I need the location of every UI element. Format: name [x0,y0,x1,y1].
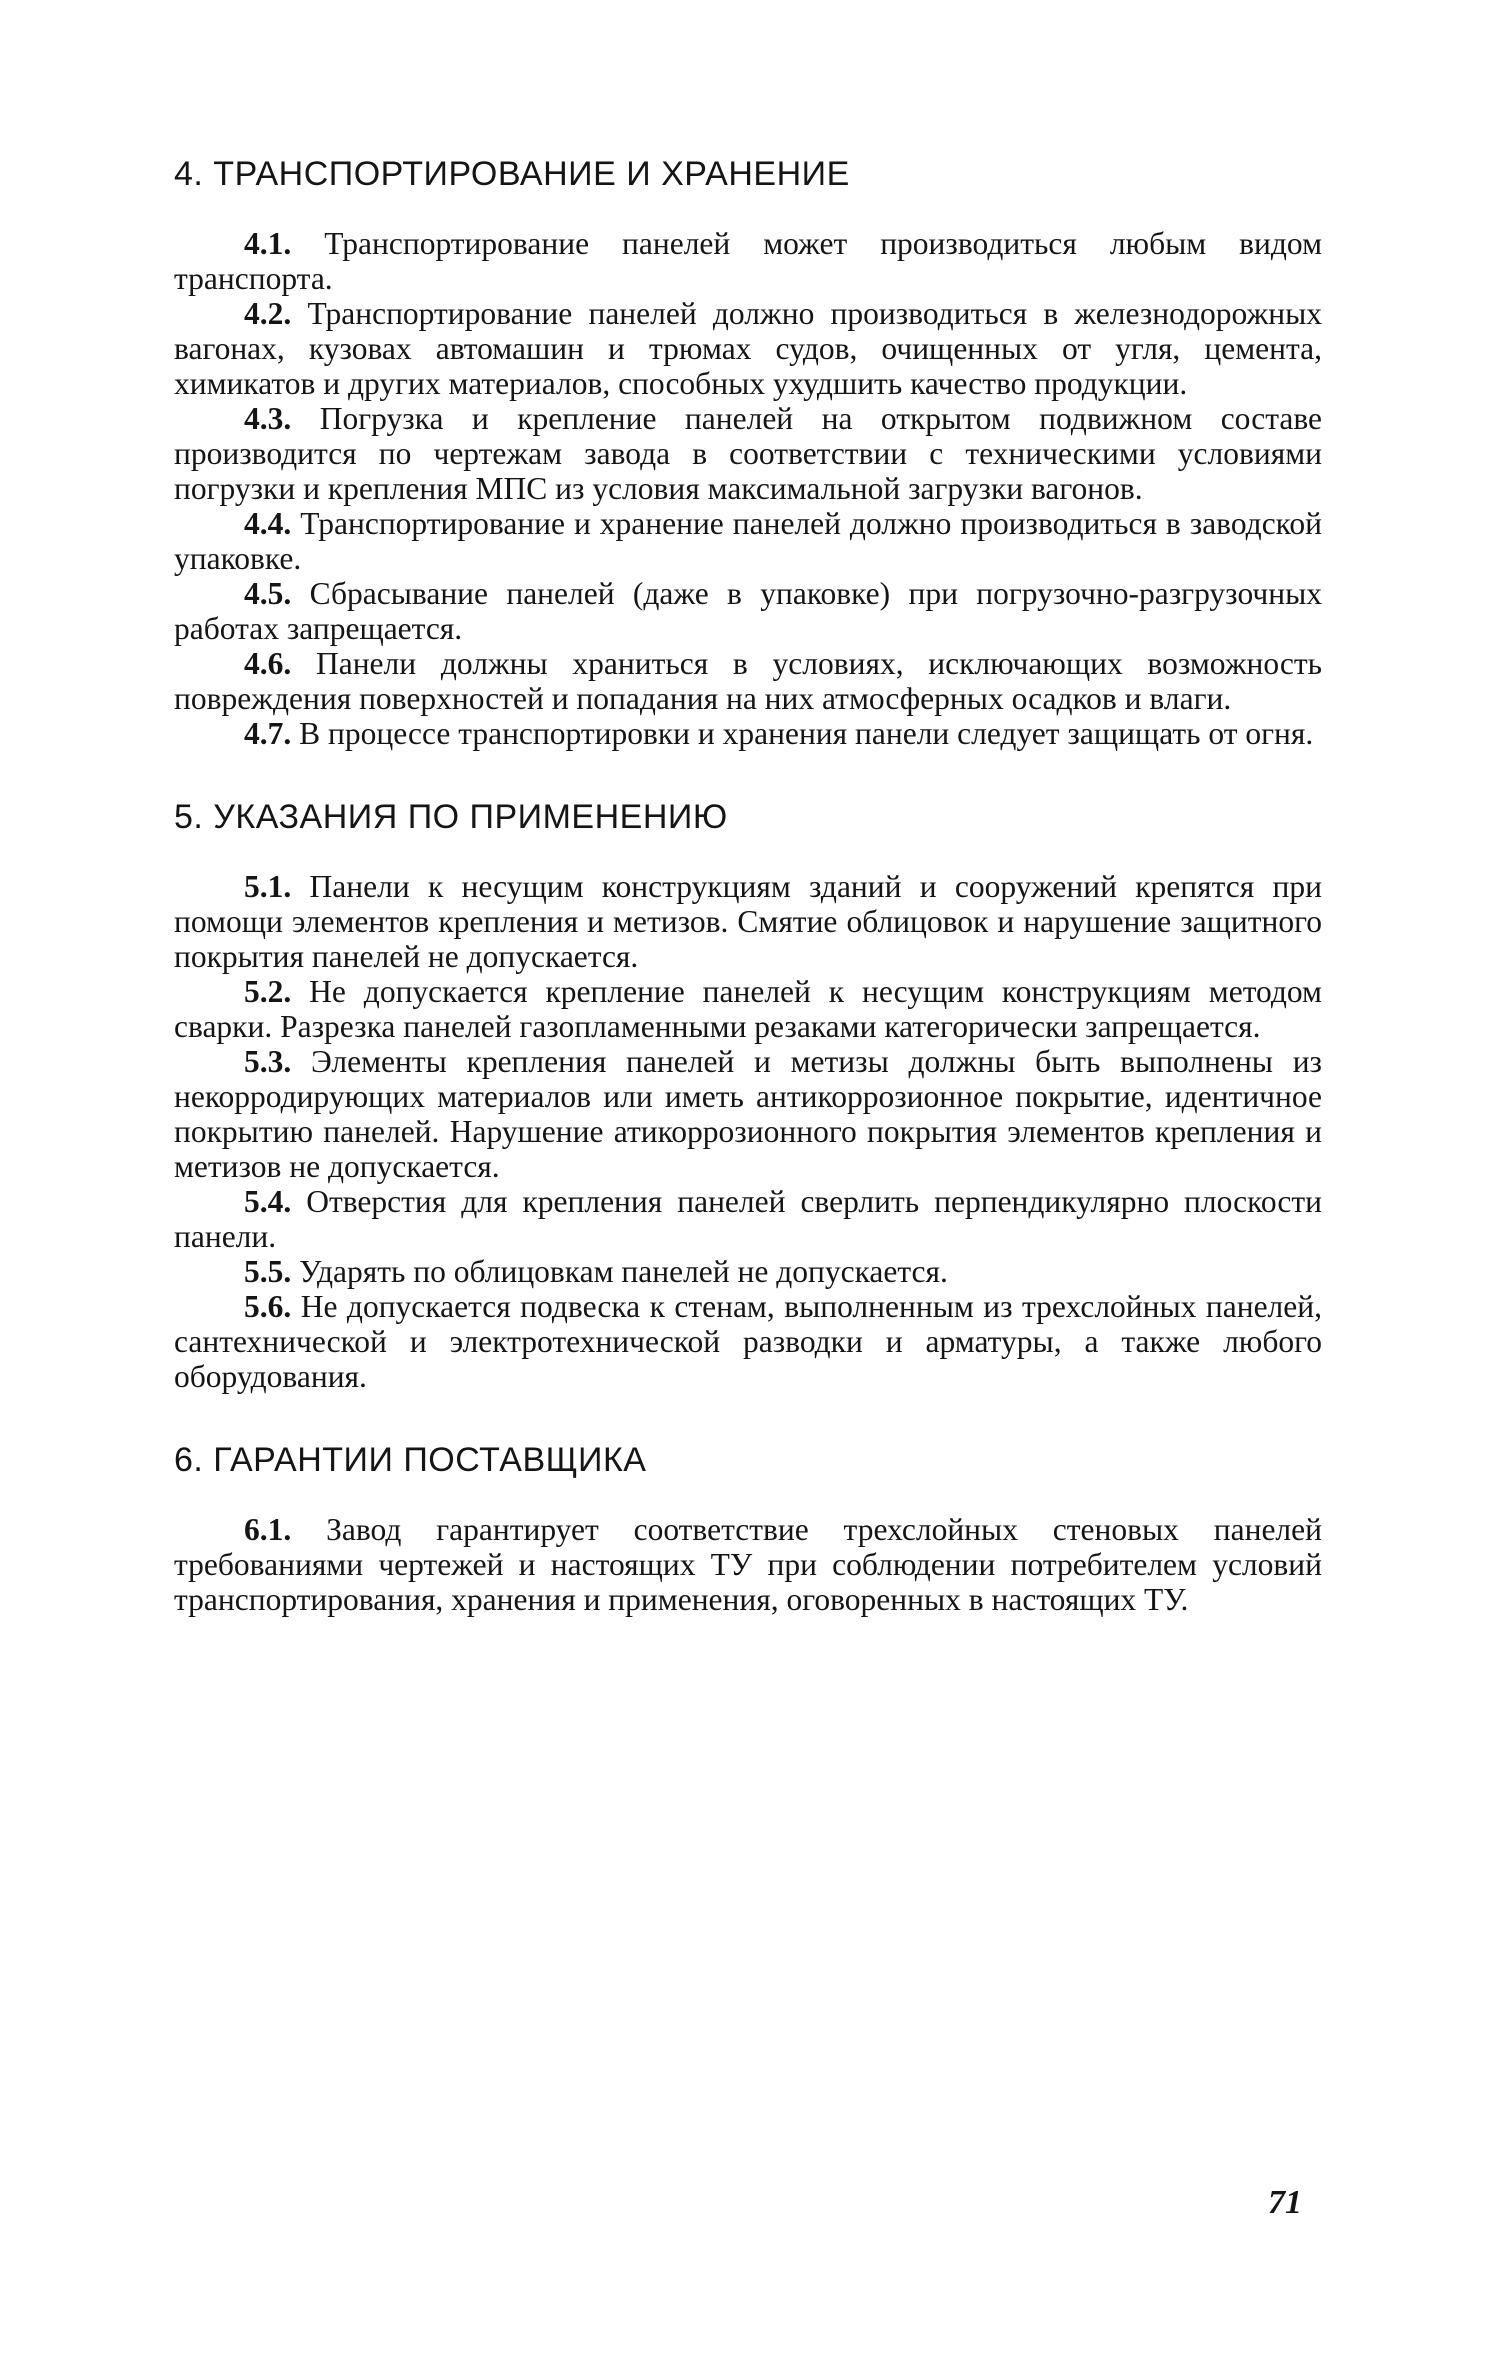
clause-text: В процессе транспортировки и хранения панели следует защищать от огня. [299,716,1314,751]
clause-text: Элементы крепления панелей и метизы должны быть выполнены из некорродирующих материалов или иметь антикоррозионное покрытие, идентичное покрытию панелей. Нарушение атикоррозионного покрытия элементов крепления и метизов не допускается. [174,1044,1323,1184]
clause-text: Завод гарантирует соответствие трехслойных стеновых панелей требованиями чертежей и настоящих ТУ при соблюдении потребителем условий транспортирования, хранения и применения, оговоренных в настоящих ТУ. [174,1512,1322,1617]
clause-text: Не допускается подвеска к стенам, выполненным из трехслойных панелей, сантехнической и электротехнической разводки и арматуры, а также любого оборудования. [174,1289,1322,1394]
clause-4-1 [174,226,1322,296]
clause-number: 6.1. [244,1512,292,1547]
clause-number: 4.4. [244,506,292,541]
clause-number: 4.1. [244,226,292,261]
page-number: 71 [1268,2184,1302,2221]
section-heading: 4. ТРАНСПОРТИРОВАНИЕ И ХРАНЕНИЕ [174,155,850,193]
clause-number: 4.6. [244,646,292,681]
clause-number: 5.2. [244,974,292,1009]
clause-5-3 [174,1044,1322,1184]
clause-number: 5.3. [244,1044,292,1079]
clause-text: Транспортирование панелей должно производиться в железнодорожных вагонах, кузовах автомашин и трюмах судов, очищенных от угля, цемента, химикатов и других материалов, способных ухудшить качество продукции. [174,296,1323,401]
clause-number: 5.4. [244,1184,292,1219]
clause-number: 5.6. [244,1289,292,1324]
clause-text: Транспортирование панелей может производиться любым видом транспорта. [174,226,1323,296]
clause-text: Панели к несущим конструкциям зданий и сооружений крепятся при помощи элементов крепления и метизов. Смятие облицовок и нарушение защитного покрытия панелей не допускается. [174,869,1322,974]
clause-number: 4.7. [244,716,292,751]
clause-5-4 [174,1184,1322,1254]
clause-text: Ударять по облицовкам панелей не допускается. [299,1254,948,1289]
clause-5-5 [174,1254,1322,1289]
section-supplier-guarantees [174,1436,1322,1617]
clause-5-2 [174,974,1322,1044]
clause-number: 5.5. [244,1254,292,1289]
document-page [174,150,1322,1617]
clause-4-5 [174,576,1322,646]
clause-5-6 [174,1289,1322,1394]
clause-text: Погрузка и крепление панелей на открытом подвижном составе производится по чертежам завода в соответствии с техническими условиями погрузки и крепления МПС из условия максимальной загрузки вагонов. [174,401,1322,506]
clause-text: Не допускается крепление панелей к несущим конструкциям методом сварки. Разрезка панелей газопламенными резаками категорически запрещается. [174,974,1322,1044]
clause-4-3 [174,401,1322,506]
clause-number: 4.5. [244,576,292,611]
section-heading: 5. УКАЗАНИЯ ПО ПРИМЕНЕНИЮ [174,798,728,836]
clause-number: 4.3. [244,401,292,436]
clause-number: 4.2. [244,296,292,331]
clause-text: Отверстия для крепления панелей сверлить перпендикулярно плоскости панели. [174,1184,1322,1254]
clause-4-2 [174,296,1322,401]
clause-number: 5.1. [244,869,292,904]
clause-text: Сбрасывание панелей (даже в упаковке) при погрузочно-разгрузочных работах запрещается. [174,576,1322,646]
clause-text: Транспортирование и хранение панелей должно производиться в заводской упаковке. [174,506,1322,576]
clause-4-7 [174,716,1322,751]
section-heading: 6. ГАРАНТИИ ПОСТАВЩИКА [174,1441,647,1479]
section-transport-storage [174,150,1322,751]
clause-4-6 [174,646,1322,716]
section-application [174,793,1322,1394]
clause-5-1 [174,869,1322,974]
clause-4-4 [174,506,1322,576]
clause-6-1 [174,1512,1322,1617]
clause-text: Панели должны храниться в условиях, исключающих возможность повреждения поверхностей и попадания на них атмосферных осадков и влаги. [174,646,1322,716]
